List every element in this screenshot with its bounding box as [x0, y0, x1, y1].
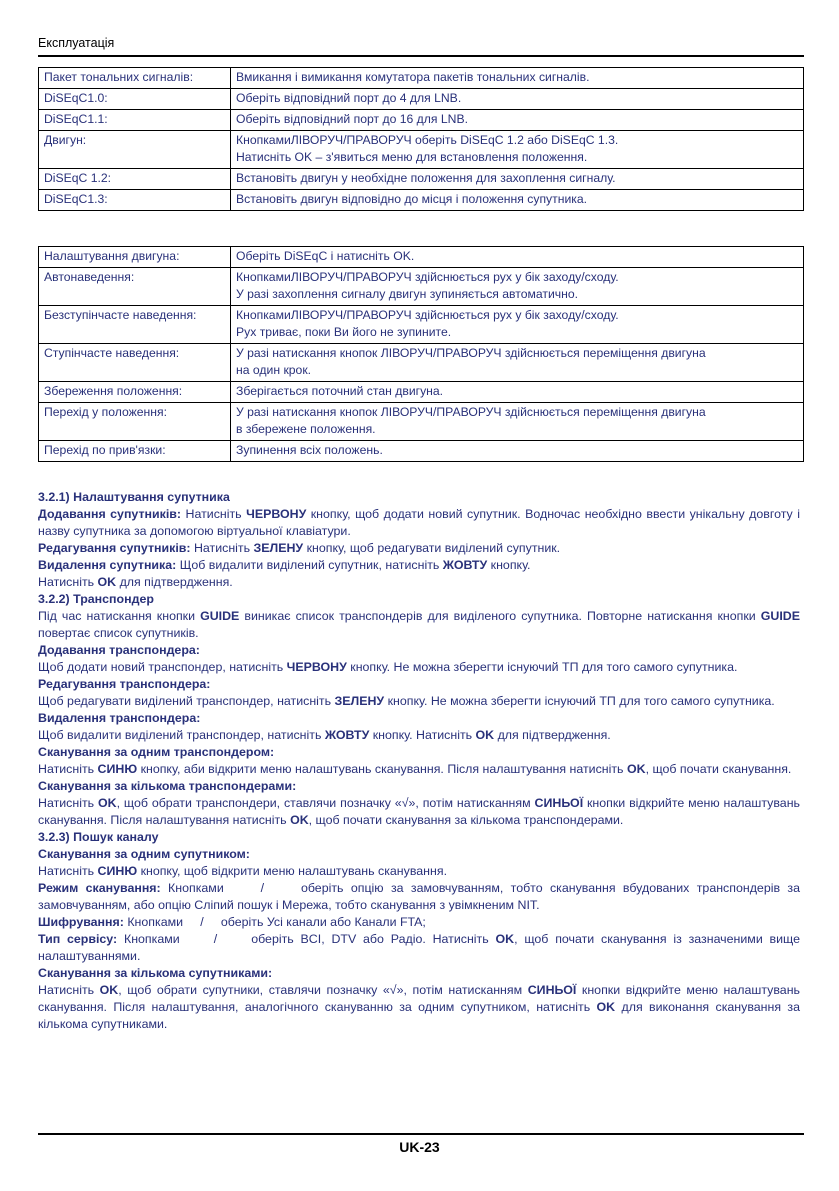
description-line: Оберіть DiSEqC і натисніть OK. — [236, 249, 415, 263]
table-row — [39, 190, 804, 211]
description-line: Оберіть відповідний порт до 16 для LNB. — [236, 112, 468, 126]
paragraph-edit-satellite: Редагування супутників: Натисніть ЗЕЛЕНУ кнопку, щоб редагувати виділений супутник. — [38, 541, 561, 555]
table-row — [39, 441, 804, 462]
paragraph-scan-multi-transponder: Натисніть OK, щоб обрати транспондери, ставлячи позначку «√», потім натисканням СИНЬОЇ кнопки відкрийте меню налаштувань сканування. Після налаштування натисніть OK, щоб почати сканування за кількома транспондерами. — [38, 796, 800, 827]
description-line: Натисніть OK – з'явиться меню для встановлення положення. — [236, 150, 588, 164]
subheading-scan-one-transponder: Сканування за одним транспондером: — [38, 745, 275, 759]
paragraph-scan-one-transponder: Натисніть СИНЮ кнопку, аби відкрити меню налаштувань сканування. Після налаштування натисніть OK, щоб почати сканування. — [38, 762, 792, 776]
row-description — [231, 268, 804, 306]
row-label: DiSEqC1.1: — [39, 110, 231, 131]
row-description — [231, 441, 804, 462]
paragraph-encryption: Шифрування: Кнопками / оберіть Усі канали або Канали FTA; — [38, 915, 426, 929]
paragraph-scan-one-satellite: Натисніть СИНЮ кнопку, щоб відкрити меню налаштувань сканування. — [38, 864, 448, 878]
instructions-body — [38, 489, 804, 1033]
table-row — [39, 131, 804, 169]
row-description — [231, 382, 804, 403]
table-row — [39, 68, 804, 89]
row-description — [231, 89, 804, 110]
row-label: Перехід у положення: — [39, 403, 231, 441]
table-row — [39, 110, 804, 131]
subheading-scan-one-satellite: Сканування за одним супутником: — [38, 847, 250, 861]
description-line: Зберігається поточний стан двигуна. — [236, 384, 444, 398]
subheading-add-transponder: Додавання транспондера: — [38, 643, 200, 657]
motor-settings-table — [38, 246, 804, 462]
description-line: Встановіть двигун у необхідне положення для захоплення сигналу. — [236, 171, 616, 185]
description-line: Рух триває, поки Ви його не зупините. — [236, 325, 452, 339]
row-label: Збереження положення: — [39, 382, 231, 403]
paragraph-scan-mode: Режим сканування: Кнопками / оберіть опцію за замовчуванням, тобто сканування вбудованих транспондерів за замовчуванням, або опцію Сліпий пошук і Мережа, тобто сканування з увімкненим NIT. — [38, 881, 804, 912]
table-row — [39, 403, 804, 441]
row-description — [231, 247, 804, 268]
description-line: У разі натискання кнопок ЛІВОРУЧ/ПРАВОРУЧ здійснюється переміщення двигуна — [236, 346, 706, 360]
description-line: КнопкамиЛІВОРУЧ/ПРАВОРУЧ оберіть DiSEqC 1.2 або DiSEqC 1.3. — [236, 133, 619, 147]
description-line: У разі захоплення сигналу двигун зупиняється автоматично. — [236, 287, 579, 301]
subheading-scan-multi-transponder: Сканування за кількома транспондерами: — [38, 779, 297, 793]
row-label: DiSEqC1.3: — [39, 190, 231, 211]
row-description — [231, 344, 804, 382]
footer-divider — [38, 1133, 804, 1135]
row-label: Налаштування двигуна: — [39, 247, 231, 268]
subheading-edit-transponder: Редагування транспондера: — [38, 677, 211, 691]
paragraph-service-type: Тип сервісу: Кнопками / оберіть BCI, DTV або Радіо. Натисніть OK, щоб почати сканування із зазначеними вище налаштуваннями. — [38, 932, 800, 963]
description-line: Встановіть двигун відповідно до місця і положення супутника. — [236, 192, 588, 206]
paragraph-delete-transponder: Щоб видалити виділений транспондер, натисніть ЖОВТУ кнопку. Натисніть OK для підтвердження. — [38, 728, 611, 742]
table-row — [39, 247, 804, 268]
row-description — [231, 403, 804, 441]
table-row — [39, 89, 804, 110]
description-line: Оберіть відповідний порт до 4 для LNB. — [236, 91, 462, 105]
paragraph-add-satellite: Додавання супутників: Натисніть ЧЕРВОНУ кнопку, щоб додати новий супутник. Водночас необхідно ввести унікальну довготу і назву супутника за допомогою віртуальної клавіатури. — [38, 507, 800, 538]
row-label: Пакет тональних сигналів: — [39, 68, 231, 89]
heading-satellite-setup: 3.2.1) Налаштування супутника — [38, 490, 230, 504]
table-row — [39, 169, 804, 190]
description-line: У разі натискання кнопок ЛІВОРУЧ/ПРАВОРУЧ здійснюється переміщення двигуна — [236, 405, 706, 419]
row-description — [231, 306, 804, 344]
paragraph-scan-multi-satellite: Натисніть OK, щоб обрати супутники, ставлячи позначку «√», потім натисканням СИНЬОЇ кнопки відкрийте меню налаштувань сканування. Після налаштування, аналогічного скануванню за одним супутником, натисніть OK для виконання сканування за кількома супутниками. — [38, 983, 800, 1031]
row-description — [231, 190, 804, 211]
row-label: Двигун: — [39, 131, 231, 169]
heading-channel-search: 3.2.3) Пошук каналу — [38, 830, 159, 844]
row-description — [231, 68, 804, 89]
heading-transponder: 3.2.2) Транспондер — [38, 592, 154, 606]
lnb-settings-table — [38, 67, 804, 211]
paragraph-confirm: Натисніть OK для підтвердження. — [38, 575, 233, 589]
section-header: Експлуатація — [38, 35, 804, 57]
description-line: КнопкамиЛІВОРУЧ/ПРАВОРУЧ здійснюється рух у бік заходу/сходу. — [236, 308, 619, 322]
row-description — [231, 169, 804, 190]
row-label: Автонаведення: — [39, 268, 231, 306]
subheading-delete-transponder: Видалення транспондера: — [38, 711, 201, 725]
row-label: Перехід по прив'язки: — [39, 441, 231, 462]
paragraph-add-transponder: Щоб додати новий транспондер, натисніть ЧЕРВОНУ кнопку. Не можна зберегти існуючий ТП для того самого супутника. — [38, 660, 738, 674]
paragraph-delete-satellite: Видалення супутника: Щоб видалити виділений супутник, натисніть ЖОВТУ кнопку. — [38, 558, 531, 572]
description-line: в збережене положення. — [236, 422, 376, 436]
paragraph-edit-transponder: Щоб редагувати виділений транспондер, натисніть ЗЕЛЕНУ кнопку. Не можна зберегти існуючий ТП для того самого супутника. — [38, 694, 775, 708]
table-row — [39, 344, 804, 382]
description-line: Зупинення всіх положень. — [236, 443, 383, 457]
paragraph-guide: Під час натискання кнопки GUIDE виникає список транспондерів для виділеного супутника. Повторне натискання кнопки GUIDE повертає список супутників. — [38, 609, 801, 640]
row-label: Ступінчасте наведення: — [39, 344, 231, 382]
description-line: КнопкамиЛІВОРУЧ/ПРАВОРУЧ здійснюється рух у бік заходу/сходу. — [236, 270, 619, 284]
table-row — [39, 382, 804, 403]
page-number: UK-23 — [399, 1139, 440, 1155]
table-row — [39, 306, 804, 344]
row-label: DiSEqC 1.2: — [39, 169, 231, 190]
description-line: на один крок. — [236, 363, 312, 377]
subheading-scan-multi-satellite: Сканування за кількома супутниками: — [38, 966, 273, 980]
row-label: DiSEqC1.0: — [39, 89, 231, 110]
description-line: Вмикання і вимикання комутатора пакетів тональних сигналів. — [236, 70, 590, 84]
row-description — [231, 110, 804, 131]
row-label: Безступінчасте наведення: — [39, 306, 231, 344]
row-description — [231, 131, 804, 169]
table-row — [39, 268, 804, 306]
